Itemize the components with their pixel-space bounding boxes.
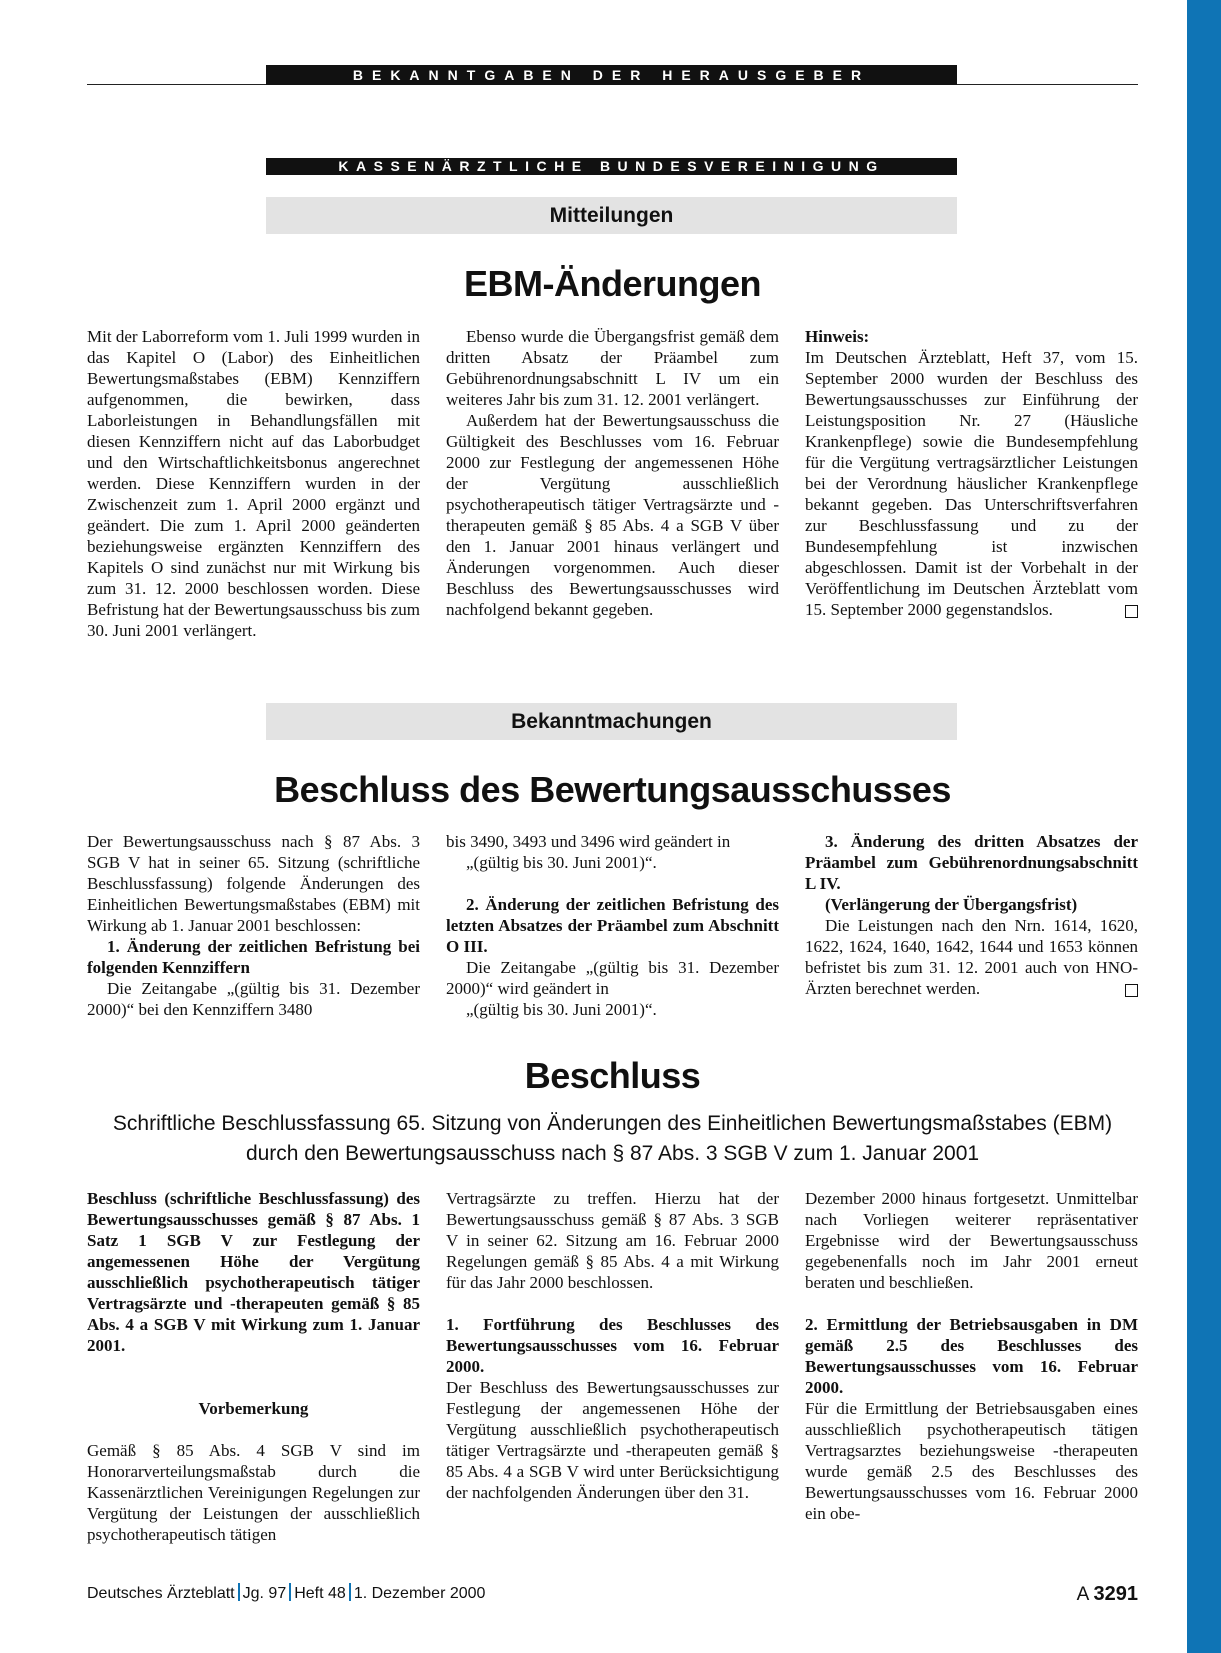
bewertungsausschuss-headline: Beschluss des Bewertungsausschusses bbox=[274, 769, 951, 810]
bekanntmachungen-col-3 bbox=[805, 831, 1138, 999]
beschluss-headline: Beschluss bbox=[524, 1055, 701, 1096]
beschluss-col2-heading: 1. Fortführung des Beschlusses des Bewertungsausschusses vom 16. Februar 2000. bbox=[446, 1315, 779, 1376]
bekanntmachungen-col-1 bbox=[87, 831, 420, 1020]
mitteilungen-col-2 bbox=[446, 326, 779, 620]
hinweis-text bbox=[805, 347, 1138, 620]
bek-col3-text bbox=[805, 915, 1138, 999]
bek-col1-intro: Der Bewertungsausschuss nach § 87 Abs. 3 SGB V hat in seiner 65. Sitzung (schriftliche Beschlussfassung) folgende Änderungen des Einheitlichen Bewertungsmaßstabes (EBM) mit Wirkung ab 1. Januar 2001 beschlossen: bbox=[87, 832, 420, 935]
footer-journal: Deutsches Ärzteblatt bbox=[87, 1585, 235, 1602]
vorbemerkung-body: Gemäß § 85 Abs. 4 SGB V sind im Honorarverteilungsmaßstab durch die Kassenärztlichen Vereinigungen Regelungen zur Vergütung der Leistungen der ausschließlich psychotherapeutisch tätigen bbox=[87, 1441, 420, 1544]
hinweis-heading: Hinweis: bbox=[805, 327, 870, 346]
bek-col3-heading: 3. Änderung des dritten Absatzes der Präambel zum Gebührenordnungsabschnitt L IV. bbox=[805, 832, 1138, 893]
beschluss-subtitle-line-1: Schriftliche Beschlussfassung 65. Sitzung von Änderungen des Einheitlichen Bewertungsmaßstabes (EBM) bbox=[112, 1112, 1113, 1135]
page-footer bbox=[87, 1582, 1138, 1606]
bekanntmachungen-col-2 bbox=[446, 831, 779, 1020]
mitteilungen-band: Mitteilungen bbox=[266, 197, 957, 234]
header-label: BEKANNTGABEN DER HERAUSGEBER bbox=[266, 65, 957, 85]
beschluss-col2-continuation: Vertragsärzte zu treffen. Hierzu hat der Bewertungsausschuss gemäß § 87 Abs. 3 SGB V in seiner 62. Sitzung am 16. Februar 2000 Regelungen gemäß § 85 Abs. 4 a mit Wirkung für das Jahr 2000 beschlossen. bbox=[446, 1189, 779, 1292]
page-prefix: A bbox=[1076, 1584, 1089, 1605]
footer-separator bbox=[349, 1583, 351, 1601]
bek-col2-quote-2: „(gültig bis 30. Juni 2001)“. bbox=[466, 1000, 657, 1019]
beschluss-col3-body: Für die Ermittlung der Betriebsausgaben eines ausschließlich psychotherapeutisch tätigen Vertragsarztes beziehungsweise -therapeuten wurde gemäß 2.5 des Beschlusses des Bewertungsausschusses vom 16. Februar 2000 ein obe- bbox=[805, 1399, 1138, 1523]
beschluss-col-1 bbox=[87, 1188, 420, 1545]
bek-col3-subheading: (Verlängerung der Übergangsfrist) bbox=[825, 895, 1078, 914]
mitteilungen-col-1 bbox=[87, 326, 420, 641]
mitteilungen-col2-para1: Ebenso wurde die Übergangsfrist gemäß dem dritten Absatz der Präambel zum Gebührenordnungsabschnitt L IV um ein weiteres Jahr bis zum 31. 12. 2001 verlängert. bbox=[446, 327, 779, 409]
bek-col2-heading: 2. Änderung der zeitlichen Befristung des letzten Absatzes der Präambel zum Abschnitt O III. bbox=[446, 895, 779, 956]
page-number bbox=[1077, 1582, 1138, 1607]
footer-date: 1. Dezember 2000 bbox=[353, 1585, 486, 1602]
beschluss-lead: Beschluss (schriftliche Beschlussfassung) des Bewertungsausschusses gemäß § 87 Abs. 1 Satz 1 SGB V zur Festlegung der angemessenen Höhe der Vergütung ausschließlich psychotherapeutisch tätiger Vertragsärzte und -therapeuten gemäß § 85 Abs. 4 a SGB V mit Wirkung zum 1. Januar 2001. bbox=[87, 1189, 420, 1355]
beschluss-col2-body: Der Beschluss des Bewertungsausschusses zur Festlegung der angemessenen Höhe der Vergütung ausschließlich psychotherapeutisch tätiger Vertragsärzte und -therapeuten gemäß § 85 Abs. 4 a SGB V wird unter Berücksichtigung der nachfolgenden Änderungen über den 31. bbox=[446, 1378, 779, 1502]
section-label: KASSENÄRZTLICHE BUNDESVEREINIGUNG bbox=[266, 158, 957, 175]
beschluss-col-2 bbox=[446, 1188, 779, 1503]
bek-col1-heading: 1. Änderung der zeitlichen Befristung bei folgenden Kennziffern bbox=[87, 937, 420, 977]
footer-separator bbox=[238, 1583, 240, 1601]
vorbemerkung-heading: Vorbemerkung bbox=[198, 1399, 309, 1418]
bekanntmachungen-band: Bekanntmachungen bbox=[266, 703, 957, 740]
beschluss-subtitle-line-2: durch den Bewertungsausschuss nach § 87 Abs. 3 SGB V zum 1. Januar 2001 bbox=[245, 1142, 980, 1165]
beschluss-col-3 bbox=[805, 1188, 1138, 1524]
beschluss-col3-continuation: Dezember 2000 hinaus fortgesetzt. Unmittelbar nach Vorliegen weiterer repräsentativer Ergebnisse wird der Bewertungsausschuss gegebenenfalls noch im Jahr 2001 erneut beraten und beschließen. bbox=[805, 1189, 1138, 1292]
bek-col2-body: Die Zeitangabe „(gültig bis 31. Dezember 2000)“ wird geändert in bbox=[446, 958, 779, 998]
end-of-article-icon bbox=[1125, 984, 1138, 997]
footer-issue: Heft 48 bbox=[294, 1585, 346, 1602]
bek-col2-continuation: bis 3490, 3493 und 3496 wird geändert in bbox=[446, 832, 731, 851]
mitteilungen-col-3 bbox=[805, 326, 1138, 620]
hinweis-body: Im Deutschen Ärzteblatt, Heft 37, vom 15. September 2000 wurden der Beschluss des Bewertungsausschusses zur Einführung der Leistungsposition Nr. 27 (Häusliche Krankenpflege) sowie die Bundesempfehlung für die Vergütung vertragsärztlicher Leistungen bei der Verordnung häuslicher Krankenpflege bekannt gegeben. Das Unterschriftsverfahren zur Beschlussfassung und zu der Bundesempfehlung ist inzwischen abgeschlossen. Damit ist der Vorbehalt in der Veröffentlichung im Deutschen Ärzteblatt vom 15. September 2000 gegenstandslos. bbox=[805, 348, 1138, 619]
bek-col3-body: Die Leistungen nach den Nrn. 1614, 1620, 1622, 1624, 1640, 1642, 1644 und 1653 können befristet bis zum 31. 12. 2001 auch von HNO-Ärzten berechnet werden. bbox=[805, 916, 1138, 998]
ebm-headline: EBM-Änderungen bbox=[464, 263, 761, 304]
bek-col2-quote-1: „(gültig bis 30. Juni 2001)“. bbox=[466, 853, 657, 872]
footer-volume: Jg. 97 bbox=[242, 1585, 287, 1602]
mitteilungen-col2-para2: Außerdem hat der Bewertungsausschuss die Gültigkeit des Beschlusses vom 16. Februar 2000 zur Festlegung der angemessenen Höhe der Vergütung ausschließlich psychotherapeutisch tätiger Vertragsärzte und -therapeuten gemäß § 85 Abs. 4 a SGB V über den 1. Januar 2001 hinaus verlängert und Änderungen vorgenommen. Auch dieser Beschluss des Bewertungsausschusses wird nachfolgend bekannt gegeben. bbox=[446, 411, 779, 619]
page-number-value: 3291 bbox=[1093, 1583, 1138, 1605]
accent-sidebar bbox=[1187, 0, 1221, 1653]
bek-col1-body: Die Zeitangabe „(gültig bis 31. Dezember 2000)“ bei den Kennziffern 3480 bbox=[87, 979, 420, 1019]
footer-separator bbox=[289, 1583, 291, 1601]
end-of-article-icon bbox=[1125, 605, 1138, 618]
page-header bbox=[87, 65, 1138, 85]
mitteilungen-col1-text: Mit der Laborreform vom 1. Juli 1999 wurden in das Kapitel O (Labor) des Einheitlichen Bewertungsmaßstabes (EBM) Kennziffern aufgenommen, die bewirken, dass Laborleistungen in Behandlungsfällen mit diesen Kennziffern nicht auf das Laborbudget und den Wirtschaftlichkeitsbonus angerechnet werden. Diese Kennziffern wurden in der Zwischenzeit zum 1. April 2000 ergänzt und geändert. Die zum 1. April 2000 geänderten beziehungsweise ergänzten Kennziffern des Kapitels O sind zunächst nur mit Wirkung bis zum 31. 12. 2000 beschlossen worden. Diese Befristung hat der Bewertungsausschuss bis zum 30. Juni 2001 verlängert. bbox=[87, 327, 420, 640]
beschluss-col3-heading: 2. Ermittlung der Betriebsausgaben in DM gemäß 2.5 des Beschlusses des Bewertungsausschusses vom 16. Februar 2000. bbox=[805, 1315, 1138, 1397]
